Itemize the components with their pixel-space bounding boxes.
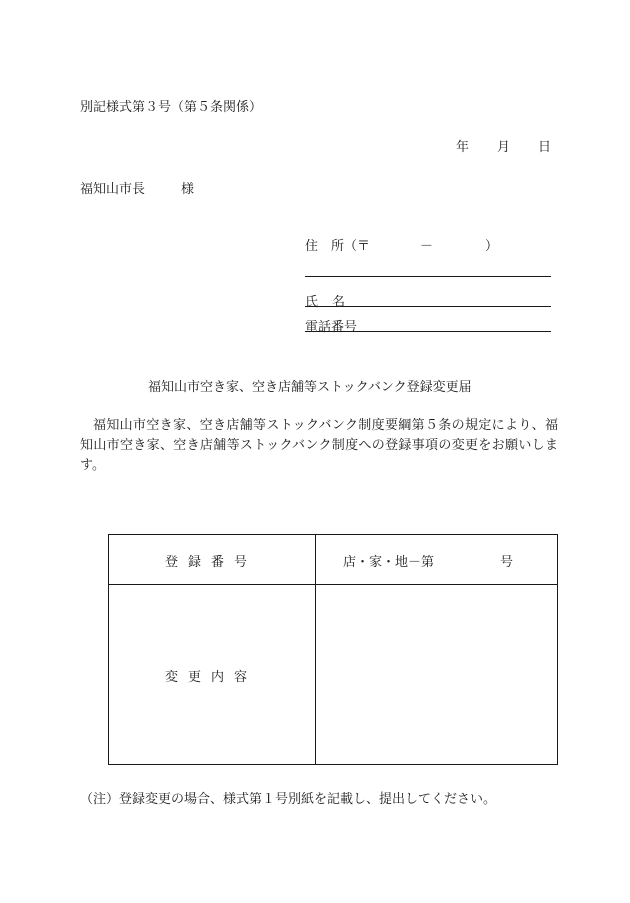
document-title: 福知山市空き家、空き店舗等ストックバンク登録変更届 xyxy=(148,380,472,395)
registration-table xyxy=(108,534,558,765)
addressee xyxy=(80,178,194,197)
body-paragraph: 福知山市空き家、空き店舗等ストックバンク制度要綱第５条の規定により、福知山市空き家、空き店舗等ストックバンク制度への登録事項の変更をお願いします。 xyxy=(80,418,558,473)
postal-dash: － xyxy=(420,239,434,254)
name-label-2: 名 xyxy=(332,295,346,310)
phone-label: 電話番号 xyxy=(305,320,358,335)
phone-field-line[interactable] xyxy=(305,331,551,332)
registration-suffix: 号 xyxy=(500,555,514,570)
form-number: 別記様式第３号（第５条関係） xyxy=(80,100,263,115)
date-line xyxy=(456,136,551,155)
name-field-line[interactable] xyxy=(305,306,551,307)
postal-mark: 〒 xyxy=(357,239,371,254)
addressee-name: 福知山市長 xyxy=(80,182,146,197)
address-label: 住 所（ xyxy=(305,239,358,254)
address-row xyxy=(305,235,498,254)
date-year: 年 xyxy=(456,140,470,155)
footer-note: （注）登録変更の場合、様式第１号別紙を記載し、提出してください。 xyxy=(80,792,497,807)
addressee-honorific: 様 xyxy=(181,182,195,197)
name-row xyxy=(305,291,345,310)
registration-prefix: 店・家・地－第 xyxy=(343,555,435,570)
registration-number-label: 登録番号 xyxy=(165,555,258,570)
address-close: ） xyxy=(485,239,499,254)
address-field-line[interactable] xyxy=(305,276,551,277)
change-details-field[interactable] xyxy=(316,585,557,764)
date-day: 日 xyxy=(538,140,552,155)
registration-number-value[interactable] xyxy=(343,551,513,570)
date-month: 月 xyxy=(497,140,511,155)
name-label-1: 氏 xyxy=(305,295,319,310)
change-details-label: 変更内容 xyxy=(165,670,258,685)
